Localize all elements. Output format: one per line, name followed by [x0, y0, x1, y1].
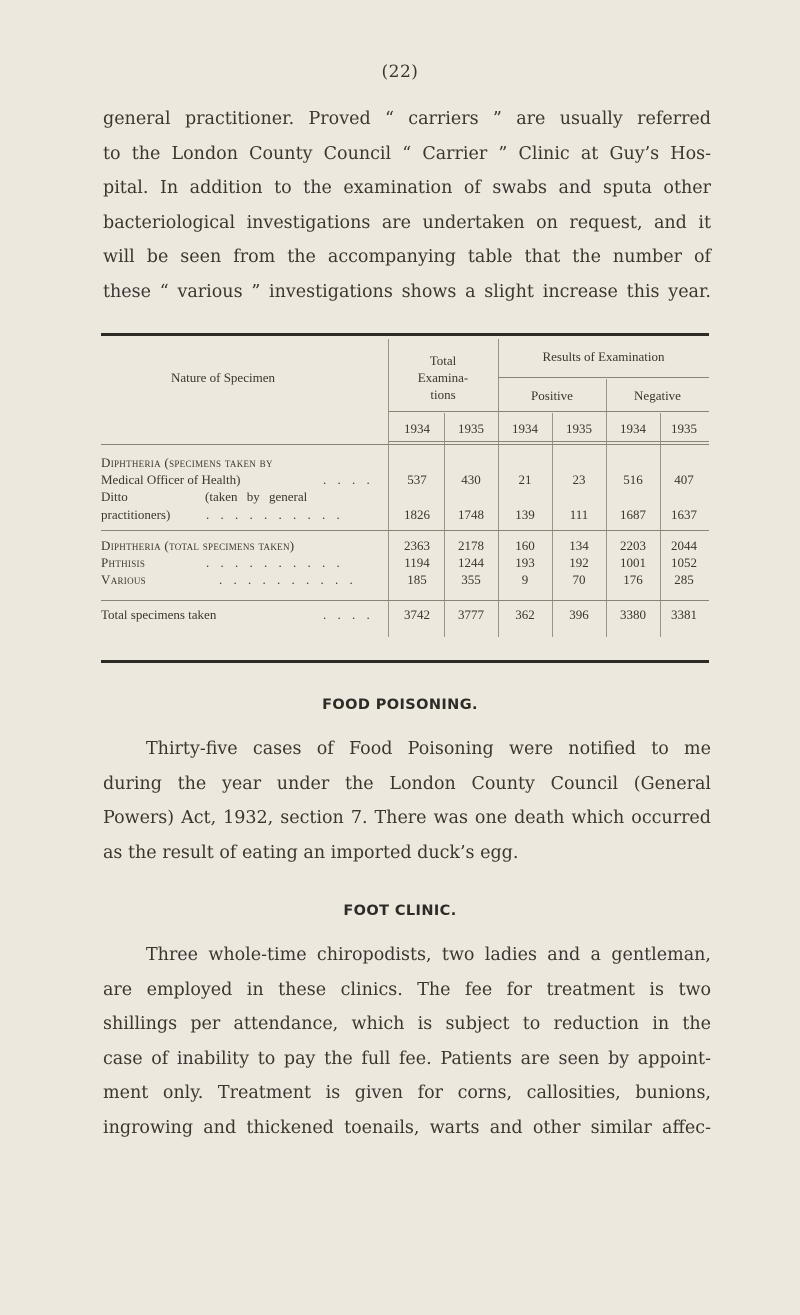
- row-dots: . . . . . . . . . .: [206, 555, 344, 570]
- food-poisoning-paragraph: [103, 732, 711, 870]
- header-negative: Negative: [634, 388, 681, 403]
- cell-value: 1826: [404, 507, 430, 522]
- cell-value: 1687: [620, 507, 646, 522]
- year-1935-positive: 1935: [566, 421, 592, 436]
- row-label-diph-total: Diphtheria (total specimens taken): [101, 538, 295, 553]
- row-label-diph-moh: Diphtheria (specimens taken by: [101, 455, 273, 470]
- year-1934-positive: 1934: [512, 421, 538, 436]
- food-line: as the result of eating an imported duck’s egg.: [103, 842, 519, 863]
- row-dots: . . . .: [323, 472, 374, 487]
- row-dots: . . . . . . . . . .: [219, 572, 357, 587]
- intro-line: to the London County Council “ Carrier ” Clinic at Guy’s Hos-: [103, 143, 711, 164]
- food-line: Powers) Act, 1932, section 7. There was one death which occurred: [103, 808, 711, 828]
- cell-value: 362: [515, 607, 535, 622]
- row-dots: . . . . . . . . . .: [206, 507, 344, 522]
- cell-value: 70: [572, 572, 586, 587]
- page-number: (22): [381, 62, 419, 82]
- cell-value: 23: [572, 472, 586, 487]
- food-line: Thirty-five cases of Food Poisoning were notified to me: [146, 739, 711, 759]
- cell-value: 185: [407, 572, 427, 587]
- foot-line: shillings per attendance, which is subject to reduction in the: [103, 1014, 711, 1034]
- header-positive: Positive: [531, 388, 573, 403]
- cell-value: 3742: [404, 607, 430, 622]
- hline: [101, 444, 709, 445]
- foot-line: ment only. Treatment is given for corns, callosities, bunions,: [103, 1083, 711, 1103]
- header-total-1: Total: [429, 353, 457, 368]
- hline: [498, 377, 709, 378]
- intro-line: general practitioner. Proved “ carriers ” are usually referred: [103, 109, 711, 129]
- hline: [101, 530, 709, 531]
- food-line: during the year under the London County Council (General: [103, 773, 711, 794]
- foot-line: ingrowing and thickened toenails, warts and other similar affec-: [103, 1117, 711, 1138]
- vline: [498, 339, 499, 637]
- foot-clinic-heading: FOOT CLINIC.: [343, 903, 457, 919]
- cell-value: 192: [569, 555, 589, 570]
- food-poisoning-heading: FOOD POISONING.: [322, 697, 478, 713]
- cell-value: 1052: [671, 555, 697, 570]
- cell-value: 1001: [620, 555, 646, 570]
- header-total-3: tions: [430, 387, 456, 402]
- header-results: Results of Examination: [542, 349, 665, 364]
- cell-value: 193: [515, 555, 535, 570]
- row-label-ditto-b: (taken by general: [205, 489, 308, 504]
- cell-value: 3380: [620, 607, 646, 622]
- cell-value: 355: [461, 572, 481, 587]
- row-label-various: Various: [101, 572, 146, 587]
- intro-line: pital. In addition to the examination of swabs and sputa other: [103, 178, 711, 198]
- foot-line: are employed in these clinics. The fee for treatment is two: [103, 979, 711, 1000]
- cell-value: 430: [461, 472, 481, 487]
- cell-value: 2044: [671, 538, 697, 553]
- cell-value: 1748: [458, 507, 484, 522]
- hline: [388, 441, 709, 442]
- cell-value: 1194: [404, 555, 430, 570]
- cell-value: 1244: [458, 555, 484, 570]
- cell-value: 176: [623, 572, 643, 587]
- header-total-2: Examina-: [417, 370, 469, 385]
- row-label-phthisis: Phthisis: [101, 555, 146, 570]
- cell-value: 3381: [671, 607, 697, 622]
- hline: [388, 411, 709, 412]
- foot-line: Three whole-time chiropodists, two ladies and a gentleman,: [146, 945, 711, 965]
- hline: [101, 600, 709, 601]
- row-label-ditto: Ditto: [101, 489, 128, 504]
- vline: [660, 413, 661, 637]
- row-label-diph-moh-2: Medical Officer of Health): [101, 472, 241, 487]
- foot-clinic-paragraph: [103, 938, 711, 1145]
- vline: [552, 413, 553, 637]
- cell-value: 285: [674, 572, 694, 587]
- cell-value: 134: [569, 538, 589, 553]
- year-1934-total: 1934: [404, 421, 430, 436]
- cell-value: 1637: [671, 507, 697, 522]
- cell-value: 407: [674, 472, 694, 487]
- cell-value: 537: [407, 472, 427, 487]
- cell-value: 139: [515, 507, 535, 522]
- cell-value: 2363: [404, 538, 430, 553]
- cell-value: 396: [569, 607, 589, 622]
- row-dots: . . . .: [323, 607, 374, 622]
- header-nature: Nature of Specimen: [171, 370, 275, 385]
- cell-value: 9: [521, 572, 529, 587]
- intro-line: will be seen from the accompanying table that the number of: [103, 247, 711, 267]
- cell-value: 3777: [458, 607, 484, 622]
- specimen-table: [101, 333, 709, 663]
- row-label-diph-gp-2: practitioners): [101, 507, 171, 522]
- table-bottom-rule: [101, 660, 709, 663]
- foot-line: case of inability to pay the full fee. Patients are seen by appoint-: [103, 1048, 711, 1069]
- cell-value: 111: [569, 507, 589, 522]
- year-1935-total: 1935: [458, 421, 484, 436]
- cell-value: 160: [515, 538, 535, 553]
- vline: [444, 413, 445, 637]
- cell-value: 2178: [458, 538, 484, 553]
- intro-line: these “ various ” investigations shows a slight increase this year.: [103, 281, 711, 302]
- year-1935-negative: 1935: [671, 421, 697, 436]
- intro-paragraph: [103, 102, 711, 309]
- cell-value: 21: [518, 472, 532, 487]
- intro-line: bacteriological investigations are undertaken on request, and it: [103, 212, 711, 233]
- cell-value: 2203: [620, 538, 646, 553]
- cell-value: 516: [623, 472, 643, 487]
- table-top-rule: [101, 333, 709, 336]
- year-1934-negative: 1934: [620, 421, 646, 436]
- row-label-total: Total specimens taken: [101, 607, 217, 622]
